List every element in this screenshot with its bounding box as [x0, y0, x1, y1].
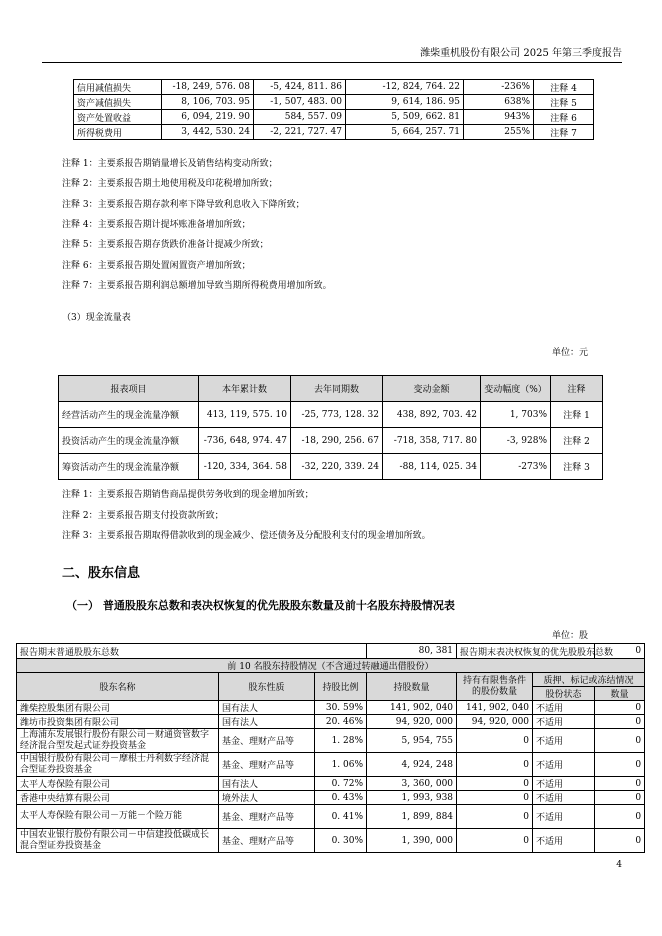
table-cell: 上海浦东发展银行股份有限公司－财通资管数字经济混合型发起式证券投资基金 [17, 729, 219, 753]
table-cell: 638% [464, 95, 534, 110]
table-cell: 0 [595, 715, 645, 729]
table-cell: 潍坊市投资集团有限公司 [17, 715, 219, 729]
page-number: 4 [616, 860, 622, 870]
col-header-restricted: 持有有限售条件的股份数量 [457, 673, 533, 701]
table-cell: -18, 249, 576. 08 [162, 80, 254, 95]
table-cell: 0 [595, 753, 645, 777]
table-cell: 94, 920, 000 [367, 715, 457, 729]
table-cell: 3, 442, 530. 24 [162, 125, 254, 140]
table-row [59, 402, 603, 428]
table-cell: 注释 2 [551, 428, 603, 454]
col-header-name: 股东名称 [17, 673, 219, 701]
table-cell: 1. 06% [315, 753, 367, 777]
table-cell: 不适用 [533, 701, 595, 715]
table-cell: -273% [481, 454, 551, 480]
table-cell: 注释 1 [551, 402, 603, 428]
table-cell: 5, 664, 257. 71 [346, 125, 464, 140]
table-cell: 国有法人 [219, 715, 315, 729]
column-header: 本年累计数 [199, 376, 291, 402]
table-cell: 不适用 [533, 829, 595, 853]
column-header: 变动幅度（%） [481, 376, 551, 402]
table-cell: 不适用 [533, 805, 595, 829]
note-line: 注释 1：主要系报告期销售商品提供劳务收到的现金增加所致； [62, 490, 314, 500]
note-line: 注释 4：主要系报告期计提坏账准备增加所致； [62, 219, 251, 230]
table-row [59, 454, 603, 480]
shareholder-unit: 单位：股 [551, 631, 588, 641]
header-divider [42, 62, 622, 63]
table-cell: 0 [457, 805, 533, 829]
col-header-pledge: 质押、标记或冻结情况 [533, 673, 645, 687]
table-cell: 不适用 [533, 715, 595, 729]
table-cell: 基金、理财产品等 [219, 753, 315, 777]
table-cell: 3, 360, 000 [367, 777, 457, 791]
table-cell: 不适用 [533, 777, 595, 791]
column-header: 注释 [551, 376, 603, 402]
table-cell: 5, 954, 755 [367, 729, 457, 753]
table-row [74, 110, 594, 125]
table-cell: -3, 928% [481, 428, 551, 454]
table-cell: 经营活动产生的现金流量净额 [59, 402, 199, 428]
preferred-shareholders-value: 0 [595, 644, 645, 659]
table-cell: 中国银行股份有限公司－摩根士丹利数字经济混合型证券投资基金 [17, 753, 219, 777]
table-cell: 20. 46% [315, 715, 367, 729]
table-row [74, 95, 594, 110]
table-cell: 国有法人 [219, 777, 315, 791]
section-subtitle: （一） 普通股股东总数和表决权恢复的优先股股东数量及前十名股东持股情况表 [66, 599, 455, 612]
table-cell: 943% [464, 110, 534, 125]
table-cell: 0 [457, 729, 533, 753]
table-cell: 太平人寿保险有限公司－万能－个险万能 [17, 805, 219, 829]
table-cell: 境外法人 [219, 791, 315, 805]
table-cell: 0 [595, 805, 645, 829]
top10-caption: 前 10 名股东持股情况（不含通过转融通出借股份） [17, 659, 645, 673]
table-cell: 基金、理财产品等 [219, 729, 315, 753]
table-cell: 0. 43% [315, 791, 367, 805]
table-cell: 投资活动产生的现金流量净额 [59, 428, 199, 454]
table-cell: -5, 424, 811. 86 [254, 80, 346, 95]
table-row [59, 428, 603, 454]
table-cell: 太平人寿保险有限公司 [17, 777, 219, 791]
shareholder-row [17, 777, 645, 791]
table-cell: -88, 114, 025. 34 [383, 454, 481, 480]
note-line: 注释 7：主要系报告期利润总额增加导致当期所得税费用增加所致。 [62, 280, 332, 291]
table-cell: 255% [464, 125, 534, 140]
table-cell: 0 [457, 753, 533, 777]
cashflow-unit: 单位：元 [551, 348, 588, 358]
table-cell: 584, 557. 09 [254, 110, 346, 125]
table-cell: -12, 824, 764. 22 [346, 80, 464, 95]
shareholder-row [17, 729, 645, 753]
table-cell: 潍柴控股集团有限公司 [17, 701, 219, 715]
section-title: 二、股东信息 [62, 566, 141, 581]
cashflow-title: （3）现金流量表 [62, 313, 131, 323]
table-cell: 141, 902, 040 [367, 701, 457, 715]
shareholder-row [17, 791, 645, 805]
column-header: 报表项目 [59, 376, 199, 402]
table-cell: 0. 72% [315, 777, 367, 791]
table-cell: 信用减值损失 [74, 80, 162, 95]
column-header: 变动金额 [383, 376, 481, 402]
table-cell: 基金、理财产品等 [219, 805, 315, 829]
table-cell: 0 [457, 791, 533, 805]
note-line: 注释 3：主要系报告期存款利率下降导致利息收入下降所致； [62, 199, 305, 210]
table-cell: 注释 6 [534, 110, 594, 125]
table-cell: 筹资活动产生的现金流量净额 [59, 454, 199, 480]
note-line: 注释 2：主要系报告期土地使用税及印花税增加所致； [62, 179, 278, 190]
table-cell: -120, 334, 364. 58 [199, 454, 291, 480]
shareholder-row [17, 701, 645, 715]
table-cell: -25, 773, 128. 32 [291, 402, 383, 428]
total-shareholders-value: 80, 381 [367, 644, 457, 659]
col-header-nature: 股东性质 [219, 673, 315, 701]
report-header: 潍柴重机股份有限公司 2025 年第三季度报告 [420, 48, 622, 59]
table-cell: -718, 358, 717. 80 [383, 428, 481, 454]
note-line: 注释 3：主要系报告期取得借款收到的现金减少、偿还债务及分配股利支付的现金增加所致。 [62, 531, 431, 541]
table-cell: -18, 290, 256. 67 [291, 428, 383, 454]
table-cell: 基金、理财产品等 [219, 829, 315, 853]
table-cell: 438, 892, 703. 42 [383, 402, 481, 428]
table-cell: -736, 648, 974. 47 [199, 428, 291, 454]
table-cell: 0 [457, 829, 533, 853]
table-cell: 不适用 [533, 791, 595, 805]
table-cell: 1, 703% [481, 402, 551, 428]
table-cell: 国有法人 [219, 701, 315, 715]
table-cell: 注释 4 [534, 80, 594, 95]
table-row [74, 125, 594, 140]
table-cell: 1, 390, 000 [367, 829, 457, 853]
table-cell: -236% [464, 80, 534, 95]
table-cell: 0 [595, 729, 645, 753]
note-line: 注释 6：主要系报告期处置闲置资产增加所致； [62, 260, 251, 271]
table-cell: 1, 993, 938 [367, 791, 457, 805]
shareholder-row [17, 829, 645, 853]
table-cell: 413, 119, 575. 10 [199, 402, 291, 428]
total-shareholders-label: 报告期末普通股股东总数 [17, 644, 367, 659]
table-cell: 0 [457, 777, 533, 791]
table-cell: -1, 507, 483. 00 [254, 95, 346, 110]
table-cell: 香港中央结算有限公司 [17, 791, 219, 805]
table-row [74, 80, 594, 95]
table-cell: 141, 902, 040 [457, 701, 533, 715]
profit-items-table [73, 79, 594, 140]
table-cell: 0 [595, 777, 645, 791]
table-cell: -2, 221, 727. 47 [254, 125, 346, 140]
column-header: 去年同期数 [291, 376, 383, 402]
shareholders-table [16, 643, 645, 853]
table-cell: 0 [595, 701, 645, 715]
note-line: 注释 5：主要系报告期存货跌价准备计提减少所致； [62, 240, 269, 251]
table-cell: 6, 094, 219. 90 [162, 110, 254, 125]
table-cell: 资产减值损失 [74, 95, 162, 110]
table-cell: 1. 28% [315, 729, 367, 753]
table-cell: 注释 7 [534, 125, 594, 140]
note-line: 注释 2：主要系报告期支付投资款所致； [62, 510, 224, 521]
col-header-qty: 持股数量 [367, 673, 457, 701]
table-cell: 0. 41% [315, 805, 367, 829]
table-cell: 94, 920, 000 [457, 715, 533, 729]
table-cell: 资产处置收益 [74, 110, 162, 125]
cashflow-table [58, 375, 603, 480]
col-header-status: 股份状态 [533, 687, 595, 701]
preferred-shareholders-label: 报告期末表决权恢复的优先股股东总数 [457, 644, 595, 659]
table-cell: 30. 59% [315, 701, 367, 715]
table-cell: 4, 924, 248 [367, 753, 457, 777]
shareholder-row [17, 715, 645, 729]
table-cell: 所得税费用 [74, 125, 162, 140]
table-cell: 0 [595, 829, 645, 853]
table-cell: 注释 3 [551, 454, 603, 480]
col-header-count: 数量 [595, 687, 645, 701]
table-cell: 9, 614, 186. 95 [346, 95, 464, 110]
table-cell: 不适用 [533, 729, 595, 753]
note-line: 注释 1：主要系报告期销量增长及销售结构变动所致； [62, 159, 278, 169]
shareholder-row [17, 805, 645, 829]
col-header-ratio: 持股比例 [315, 673, 367, 701]
table-cell: 5, 509, 662. 81 [346, 110, 464, 125]
table-cell: -32, 220, 339. 24 [291, 454, 383, 480]
table-cell: 0. 30% [315, 829, 367, 853]
table-cell: 不适用 [533, 753, 595, 777]
table-cell: 8, 106, 703. 95 [162, 95, 254, 110]
shareholder-row [17, 753, 645, 777]
table-cell: 0 [595, 791, 645, 805]
table-cell: 中国农业银行股份有限公司－中信建投低碳成长混合型证券投资基金 [17, 829, 219, 853]
table-cell: 注释 5 [534, 95, 594, 110]
table-cell: 1, 899, 884 [367, 805, 457, 829]
